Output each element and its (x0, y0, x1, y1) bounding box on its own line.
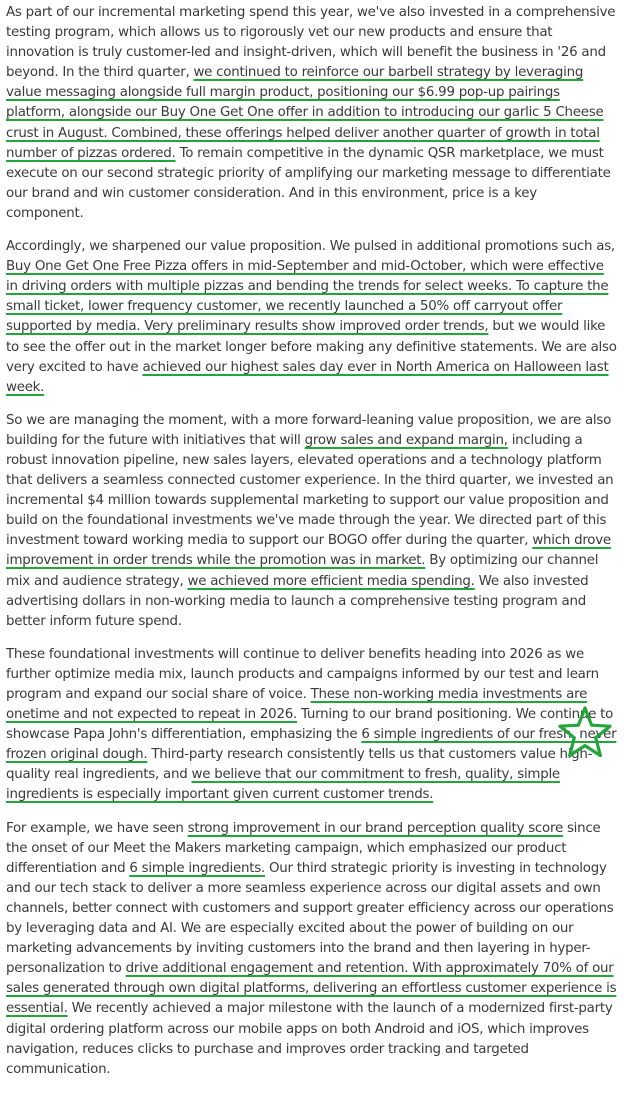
text-segment: By optimizing our channel mix and audience strategy, (6, 553, 599, 589)
text-segment: since the onset of our Meet the Makers marketing campaign, which emphasized our product differentiation and (6, 820, 601, 876)
highlighted-text: 6 simple ingredients. (129, 860, 265, 876)
text-segment: We also invested advertising dollars in non-working media to launch a comprehensive testing program and better inform future spend. (6, 573, 589, 629)
green-outline-star-icon (556, 705, 614, 761)
text-segment: We recently achieved a major milestone with the launch of a modernized first-party digital ordering platform across our mobile apps on both Android and iOS, which improves navigation, reduces clicks to purchase and improves order tracking and targeted communication. (6, 1001, 613, 1077)
text-segment: To remain competitive in the dynamic QSR marketplace, we must execute on our second strategic priority of amplifying our marketing message to differentiate our brand and win customer consideration. And in this environment, price is a key component. (6, 145, 611, 221)
text-segment: Our third strategic priority is investing in technology and our tech stack to deliver a more seamless experience across our digital assets and own channels, better connect with customers and support greater efficiency across our operations by leveraging data and AI. We are especially excited about the power of building on our marketing advancements by inviting customers into the brand and then layering in hyper-personalization to (6, 860, 614, 977)
paragraph-2 (6, 237, 618, 398)
document-body (6, 3, 618, 1093)
paragraph-4 (6, 645, 618, 806)
text-segment: Accordingly, we sharpened our value proposition. We pulsed in additional promotions such as, (6, 239, 615, 255)
paragraph-5 (6, 819, 618, 1080)
text-segment: but we would like to see the offer out in the market longer before making any definitive statements. We are also very excited to have (6, 319, 617, 375)
highlighted-text: drive additional engagement and retention. With approximately 70% of our sales generated through own digital platforms, delivering an effortless customer experience is essential. (6, 961, 617, 1017)
highlighted-text: which drove improvement in order trends while the promotion was in market. (6, 533, 611, 569)
highlighted-text: Buy One Get One Free Pizza offers in mid-September and mid-October, which were effective in driving orders with multiple pizzas and bending the trends for select weeks. To capture the small ticket, lower frequency customer, we recently launched a 50% off carryout offer supported by media. Very preliminary results show improved order trends, (6, 259, 609, 335)
text-segment: So we are managing the moment, with a more forward-leaning value proposition, we are also building for the future with initiatives that will (6, 412, 612, 448)
paragraph-1 (6, 3, 618, 224)
highlighted-text: we believe that our commitment to fresh, quality, simple ingredients is especially important given current customer trends. (6, 767, 560, 803)
text-segment: These foundational investments will continue to deliver benefits heading into 2026 as we further optimize media mix, launch products and campaigns informed by our test and learn program and expand our social share of voice. (6, 646, 599, 702)
highlighted-text: we continued to reinforce our barbell strategy by leveraging value messaging alongside full margin product, positioning our $6.99 pop-up pairings platform, alongside our Buy One Get One offer in addition to introducing our garlic 5 Cheese crust in August. Combined, these offerings helped deliver another quarter of growth in total number of pizzas ordered. (6, 65, 604, 161)
highlighted-text: strong improvement in our brand perception quality score (187, 820, 563, 836)
highlighted-text: we achieved more efficient media spending. (187, 573, 475, 589)
text-segment: As part of our incremental marketing spend this year, we've also invested in a comprehensive testing program, which allows us to rigorously vet our new products and ensure that innovation is truly customer-led and insight-driven, which will benefit the business in '26 and beyond. In the third quarter, (6, 5, 616, 81)
text-segment: For example, we have seen (6, 820, 188, 836)
highlighted-text: grow sales and expand margin, (304, 432, 508, 448)
text-segment: Third-party research consistently tells us that customers value high-quality real ingredients, and (6, 747, 593, 783)
highlighted-text: 6 simple ingredients of our fresh, never frozen original dough. (6, 727, 617, 763)
highlighted-text: These non-working media investments are onetime and not expected to repeat in 2026. (6, 687, 588, 723)
highlighted-text: achieved our highest sales day ever in North America on Halloween last week. (6, 359, 609, 395)
paragraph-3 (6, 411, 618, 632)
text-segment: including a robust innovation pipeline, new sales layers, elevated operations and a technology platform that delivers a seamless connected customer experience. In the third quarter, we invested an incremental $4 million towards supplemental marketing to support our value proposition and build on the foundational investments we've made through the year. We directed part of this investment toward working media to support our BOGO offer during the quarter, (6, 432, 614, 549)
text-segment: Turning to our brand positioning. We continue to showcase Papa John's differentiation, emphasizing the (6, 707, 614, 743)
